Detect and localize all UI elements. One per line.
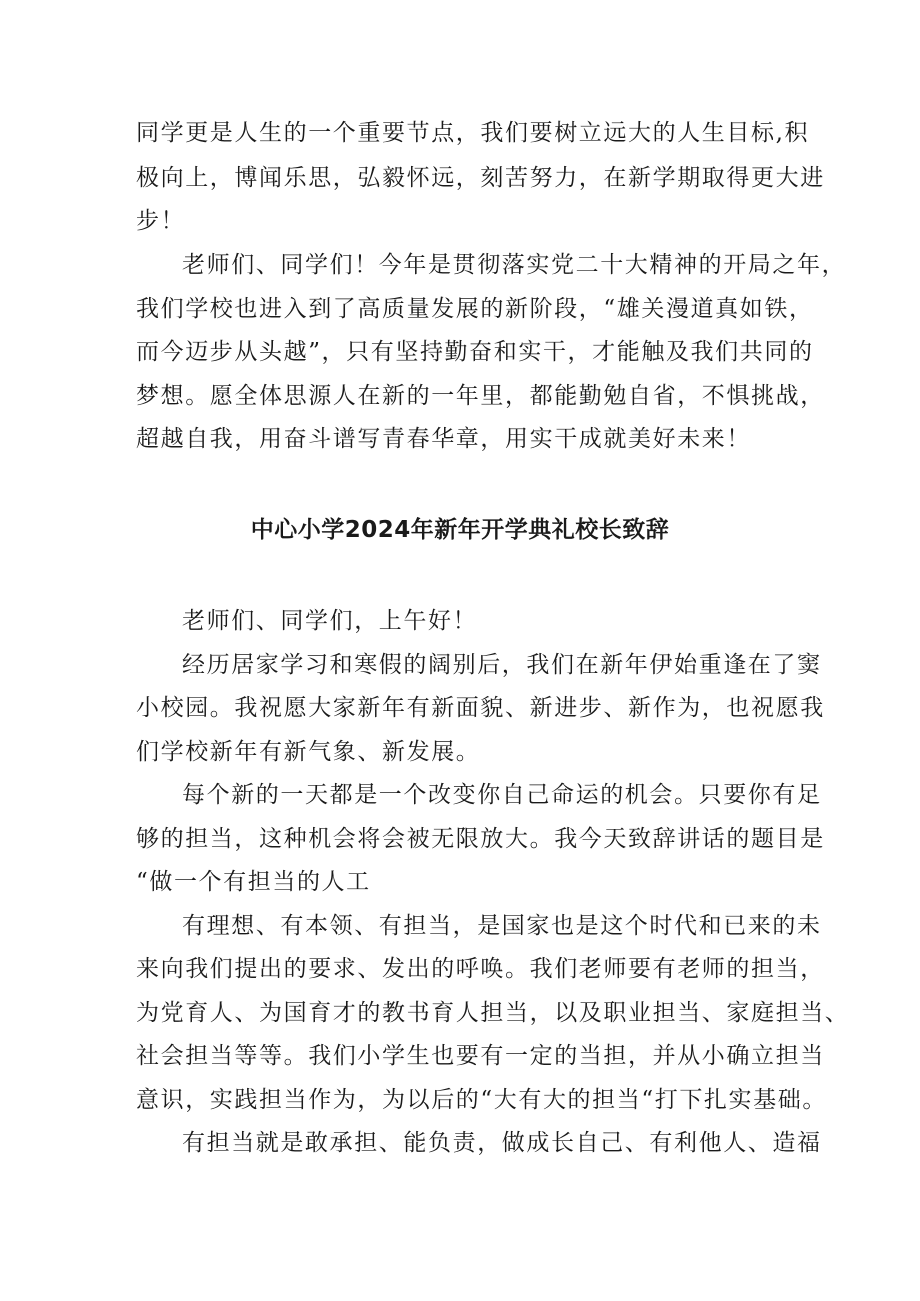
paragraph-line: 老师们、同学们！今年是贯彻落实党二十大精神的开局之年，: [182, 252, 847, 278]
paragraph-line: 而今迈步从头越”，只有坚持勤奋和实干，才能触及我们共同的: [136, 339, 814, 365]
paragraph-line: 意识，实践担当作为，为以后的“大有大的担当“打下扎实基础。: [136, 1087, 827, 1113]
paragraph-line: 社会担当等等。我们小学生也要有一定的当担，并从小确立担当: [136, 1043, 825, 1069]
paragraph-line: 超越自我，用奋斗谱写青春华章，用实干成就美好未来！: [136, 426, 751, 452]
paragraph-line: 有担当就是敢承担、能负责，做成长自己、有利他人、造福: [182, 1130, 822, 1156]
paragraph-line: 梦想。愿全体思源人在新的一年里，都能勤勉自省，不惧挑战，: [136, 383, 825, 409]
paragraph-line: 小校园。我祝愿大家新年有新面貌、新进步、新作为，也祝愿我: [136, 695, 825, 721]
paragraph-line: 每个新的一天都是一个改变你自己命运的机会。只要你有足: [182, 782, 822, 808]
paragraph-line: 有理想、有本领、有担当，是国家也是这个时代和已来的未: [182, 913, 822, 939]
paragraph-line: 同学更是人生的一个重要节点，我们要树立远大的人生目标,积: [136, 120, 810, 146]
paragraph-line: 为党育人、为国育才的教书育人担当，以及职业担当、家庭担当、: [136, 1000, 850, 1026]
paragraph-line: 们学校新年有新气象、新发展。: [136, 739, 481, 765]
paragraph-line: 够的担当，这种机会将会被无限放大。我今天致辞讲话的题目是: [136, 826, 825, 852]
paragraph-line: “做一个有担当的人工: [136, 869, 371, 895]
speech-title: 中心小学2024年新年开学典礼校长致辞: [250, 517, 670, 543]
paragraph-line: 步！: [136, 208, 186, 234]
paragraph-line: 我们学校也进入到了高质量发展的新阶段，“雄关漫道真如铁，: [136, 296, 814, 322]
paragraph-line: 来向我们提出的要求、发出的呼唤。我们老师要有老师的担当，: [136, 956, 825, 982]
paragraph-line: 经历居家学习和寒假的阔别后，我们在新年伊始重逢在了窦: [182, 652, 822, 678]
paragraph-line: 极向上，博闻乐思，弘毅怀远，刻苦努力，在新学期取得更大进: [136, 165, 825, 191]
greeting-line: 老师们、同学们，上午好！: [182, 608, 478, 634]
